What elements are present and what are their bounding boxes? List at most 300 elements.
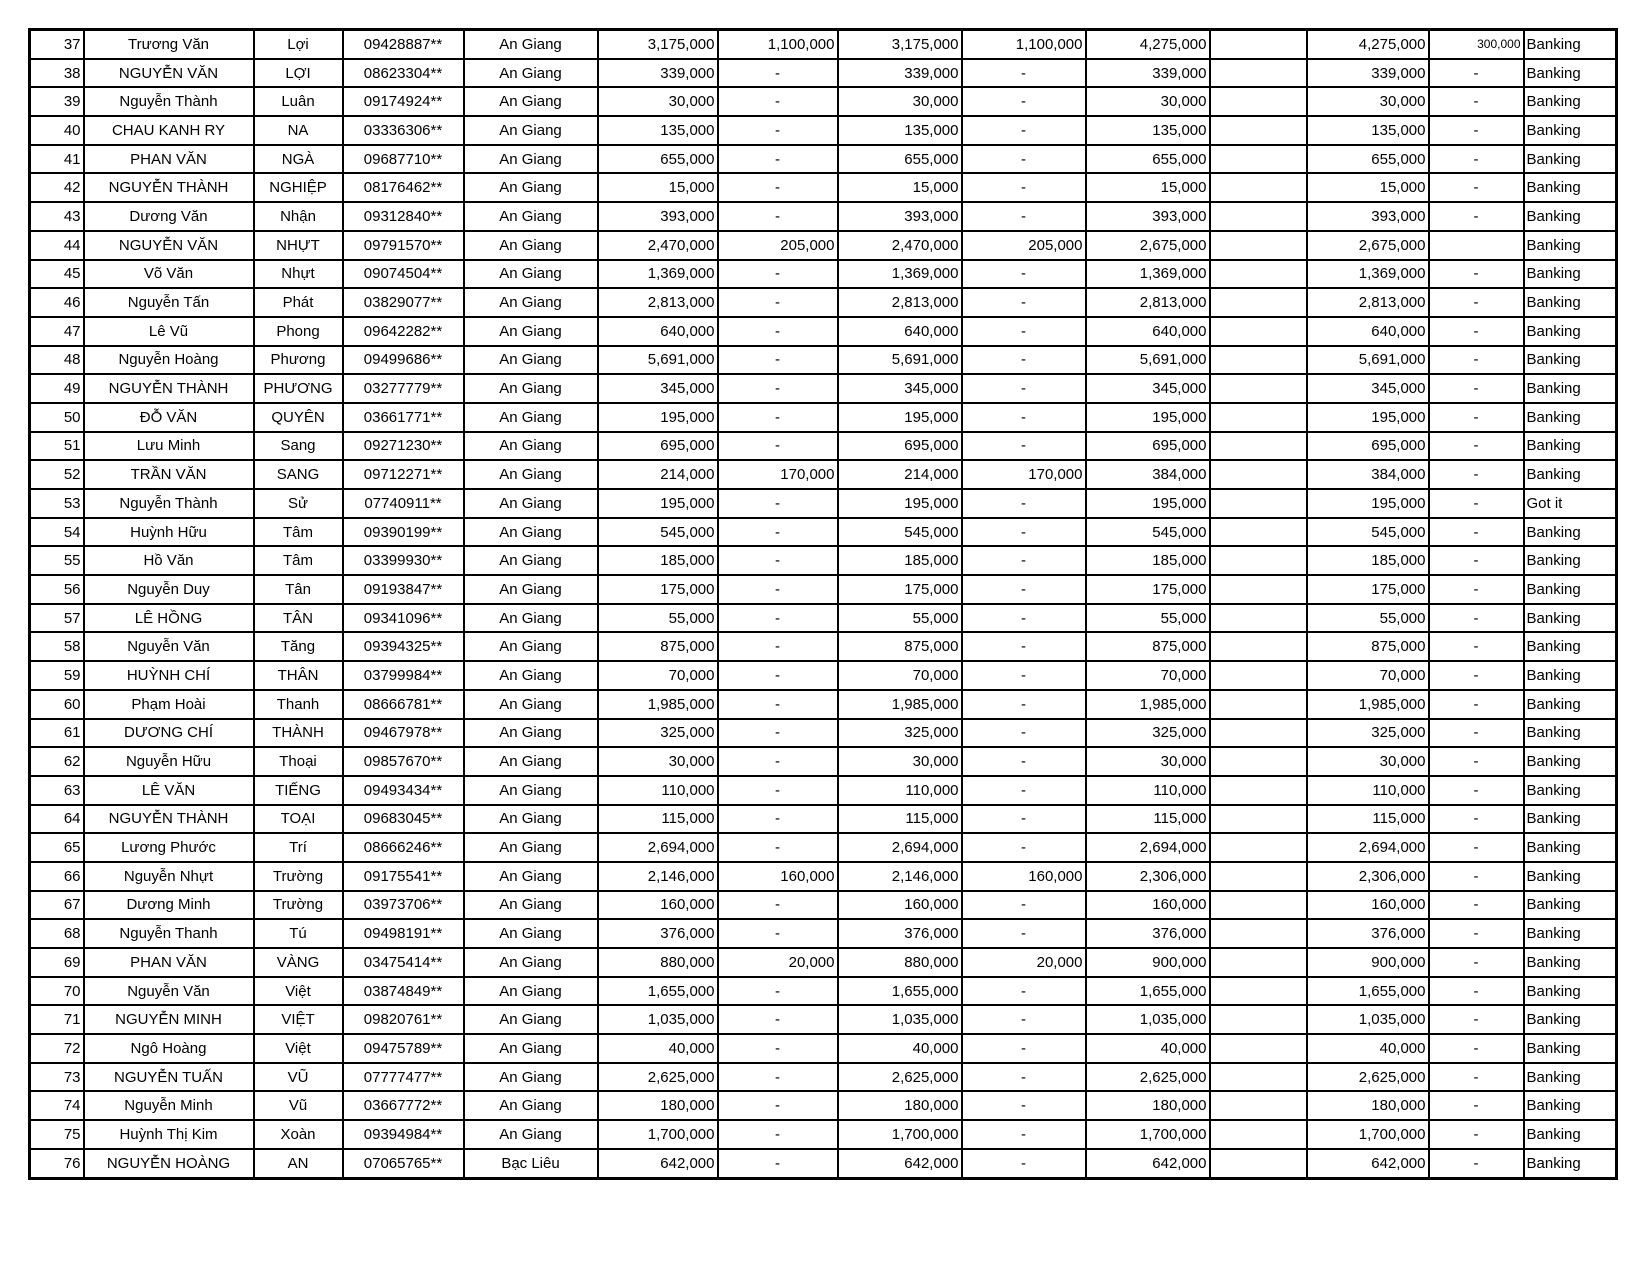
amount-total-cell: 1,985,000 (1086, 690, 1210, 719)
province-cell: An Giang (464, 1063, 598, 1092)
amount-total-2-cell: 545,000 (1307, 518, 1429, 547)
blank-cell (1210, 202, 1307, 231)
last-name-cell: Nhựt (254, 260, 343, 289)
row-number-cell: 50 (30, 403, 84, 432)
amount-total-2-cell: 185,000 (1307, 546, 1429, 575)
province-cell: An Giang (464, 59, 598, 88)
amount-total-cell: 4,275,000 (1086, 30, 1210, 59)
amount-total-cell: 2,813,000 (1086, 288, 1210, 317)
amount-3-cell: 2,813,000 (838, 288, 962, 317)
last-name-cell: NGHIỆP (254, 173, 343, 202)
first-middle-name-cell: NGUYỄN VĂN (84, 59, 254, 88)
table-row (30, 145, 1617, 174)
province-cell: An Giang (464, 1120, 598, 1149)
phone-cell: 07740911** (343, 489, 464, 518)
last-name-cell: AN (254, 1149, 343, 1178)
first-middle-name-cell: Võ Văn (84, 260, 254, 289)
phone-cell: 09271230** (343, 432, 464, 461)
phone-cell: 08176462** (343, 173, 464, 202)
amount-4-cell: - (962, 776, 1086, 805)
first-middle-name-cell: Nguyễn Văn (84, 632, 254, 661)
amount-total-cell: 175,000 (1086, 575, 1210, 604)
table-row (30, 288, 1617, 317)
phone-cell: 09175541** (343, 862, 464, 891)
phone-cell: 08623304** (343, 59, 464, 88)
amount-extra-cell: - (1429, 632, 1524, 661)
table-row (30, 833, 1617, 862)
amount-1-cell: 195,000 (598, 403, 718, 432)
amount-4-cell: - (962, 346, 1086, 375)
amount-1-cell: 880,000 (598, 948, 718, 977)
row-number-cell: 49 (30, 374, 84, 403)
amount-3-cell: 640,000 (838, 317, 962, 346)
amount-1-cell: 2,694,000 (598, 833, 718, 862)
first-middle-name-cell: Nguyễn Thanh (84, 919, 254, 948)
amount-1-cell: 642,000 (598, 1149, 718, 1178)
blank-cell (1210, 1120, 1307, 1149)
province-cell: An Giang (464, 977, 598, 1006)
last-name-cell: PHƯƠNG (254, 374, 343, 403)
status-cell: Banking (1524, 87, 1617, 116)
amount-2-cell: 160,000 (718, 862, 838, 891)
blank-cell (1210, 604, 1307, 633)
row-number-cell: 39 (30, 87, 84, 116)
row-number-cell: 44 (30, 231, 84, 260)
amount-total-cell: 115,000 (1086, 805, 1210, 834)
first-middle-name-cell: NGUYỄN VĂN (84, 231, 254, 260)
amount-4-cell: 1,100,000 (962, 30, 1086, 59)
status-cell: Banking (1524, 977, 1617, 1006)
status-cell: Banking (1524, 202, 1617, 231)
amount-extra-cell: - (1429, 919, 1524, 948)
amount-3-cell: 30,000 (838, 87, 962, 116)
phone-cell: 03475414** (343, 948, 464, 977)
amount-total-cell: 160,000 (1086, 891, 1210, 920)
first-middle-name-cell: Nguyễn Minh (84, 1091, 254, 1120)
phone-cell: 09428887** (343, 30, 464, 59)
phone-cell: 09193847** (343, 575, 464, 604)
blank-cell (1210, 231, 1307, 260)
first-middle-name-cell: PHAN VĂN (84, 145, 254, 174)
amount-2-cell: - (718, 632, 838, 661)
amount-total-cell: 1,035,000 (1086, 1005, 1210, 1034)
status-cell: Banking (1524, 1005, 1617, 1034)
blank-cell (1210, 87, 1307, 116)
table-row (30, 518, 1617, 547)
amount-total-2-cell: 339,000 (1307, 59, 1429, 88)
amount-3-cell: 5,691,000 (838, 346, 962, 375)
province-cell: An Giang (464, 116, 598, 145)
phone-cell: 07777477** (343, 1063, 464, 1092)
amount-4-cell: - (962, 260, 1086, 289)
first-middle-name-cell: HUỲNH CHÍ (84, 661, 254, 690)
amount-3-cell: 185,000 (838, 546, 962, 575)
amount-total-cell: 1,655,000 (1086, 977, 1210, 1006)
table-row (30, 919, 1617, 948)
amount-2-cell: - (718, 776, 838, 805)
province-cell: An Giang (464, 948, 598, 977)
province-cell: An Giang (464, 145, 598, 174)
amount-1-cell: 376,000 (598, 919, 718, 948)
amount-1-cell: 110,000 (598, 776, 718, 805)
amount-4-cell: - (962, 87, 1086, 116)
amount-2-cell: - (718, 1005, 838, 1034)
amount-total-2-cell: 875,000 (1307, 632, 1429, 661)
amount-total-2-cell: 900,000 (1307, 948, 1429, 977)
amount-total-cell: 339,000 (1086, 59, 1210, 88)
amount-1-cell: 5,691,000 (598, 346, 718, 375)
amount-total-2-cell: 2,694,000 (1307, 833, 1429, 862)
status-cell: Banking (1524, 891, 1617, 920)
amount-total-2-cell: 325,000 (1307, 719, 1429, 748)
amount-4-cell: - (962, 977, 1086, 1006)
amount-3-cell: 695,000 (838, 432, 962, 461)
amount-total-cell: 1,369,000 (1086, 260, 1210, 289)
status-cell: Banking (1524, 145, 1617, 174)
amount-3-cell: 1,985,000 (838, 690, 962, 719)
blank-cell (1210, 116, 1307, 145)
last-name-cell: Phong (254, 317, 343, 346)
first-middle-name-cell: Lưu Minh (84, 432, 254, 461)
amount-4-cell: - (962, 403, 1086, 432)
amount-extra-cell: - (1429, 1149, 1524, 1178)
first-middle-name-cell: NGUYỄN THÀNH (84, 173, 254, 202)
amount-extra-cell: - (1429, 661, 1524, 690)
amount-4-cell: 160,000 (962, 862, 1086, 891)
row-number-cell: 43 (30, 202, 84, 231)
status-cell: Banking (1524, 460, 1617, 489)
blank-cell (1210, 948, 1307, 977)
amount-total-2-cell: 642,000 (1307, 1149, 1429, 1178)
first-middle-name-cell: Dương Văn (84, 202, 254, 231)
amount-2-cell: - (718, 403, 838, 432)
first-middle-name-cell: NGUYỄN MINH (84, 1005, 254, 1034)
status-cell: Banking (1524, 919, 1617, 948)
last-name-cell: QUYÊN (254, 403, 343, 432)
status-cell: Banking (1524, 346, 1617, 375)
status-cell: Banking (1524, 661, 1617, 690)
amount-4-cell: - (962, 919, 1086, 948)
amount-extra-cell: - (1429, 87, 1524, 116)
status-cell: Banking (1524, 632, 1617, 661)
amount-2-cell: - (718, 1091, 838, 1120)
phone-cell: 09791570** (343, 231, 464, 260)
row-number-cell: 71 (30, 1005, 84, 1034)
amount-total-cell: 642,000 (1086, 1149, 1210, 1178)
amount-3-cell: 376,000 (838, 919, 962, 948)
row-number-cell: 40 (30, 116, 84, 145)
amount-2-cell: - (718, 1120, 838, 1149)
first-middle-name-cell: Lương Phước (84, 833, 254, 862)
table-row (30, 202, 1617, 231)
amount-3-cell: 655,000 (838, 145, 962, 174)
table-row (30, 173, 1617, 202)
amount-extra-cell: - (1429, 260, 1524, 289)
first-middle-name-cell: Nguyễn Hữu (84, 747, 254, 776)
province-cell: An Giang (464, 1034, 598, 1063)
amount-1-cell: 875,000 (598, 632, 718, 661)
amount-1-cell: 1,700,000 (598, 1120, 718, 1149)
last-name-cell: Thanh (254, 690, 343, 719)
amount-extra-cell: - (1429, 575, 1524, 604)
table-row (30, 948, 1617, 977)
blank-cell (1210, 1034, 1307, 1063)
phone-cell: 03399930** (343, 546, 464, 575)
amount-3-cell: 2,470,000 (838, 231, 962, 260)
status-cell: Banking (1524, 546, 1617, 575)
amount-4-cell: - (962, 833, 1086, 862)
last-name-cell: VIỆT (254, 1005, 343, 1034)
province-cell: An Giang (464, 202, 598, 231)
table-row (30, 604, 1617, 633)
province-cell: An Giang (464, 833, 598, 862)
amount-total-cell: 393,000 (1086, 202, 1210, 231)
phone-cell: 03667772** (343, 1091, 464, 1120)
table-row (30, 30, 1617, 59)
phone-cell: 03973706** (343, 891, 464, 920)
status-cell: Banking (1524, 173, 1617, 202)
blank-cell (1210, 374, 1307, 403)
amount-2-cell: - (718, 489, 838, 518)
phone-cell: 09820761** (343, 1005, 464, 1034)
amount-4-cell: 170,000 (962, 460, 1086, 489)
phone-cell: 09074504** (343, 260, 464, 289)
amount-3-cell: 110,000 (838, 776, 962, 805)
last-name-cell: Phát (254, 288, 343, 317)
phone-cell: 09687710** (343, 145, 464, 174)
first-middle-name-cell: TRẦN VĂN (84, 460, 254, 489)
status-cell: Banking (1524, 1091, 1617, 1120)
amount-total-cell: 135,000 (1086, 116, 1210, 145)
amount-extra-cell: - (1429, 403, 1524, 432)
status-cell: Banking (1524, 690, 1617, 719)
last-name-cell: Xoàn (254, 1120, 343, 1149)
row-number-cell: 48 (30, 346, 84, 375)
amount-extra-cell: - (1429, 59, 1524, 88)
province-cell: An Giang (464, 747, 598, 776)
amount-total-cell: 384,000 (1086, 460, 1210, 489)
table-row (30, 116, 1617, 145)
amount-4-cell: - (962, 604, 1086, 633)
amount-2-cell: - (718, 891, 838, 920)
amount-3-cell: 2,694,000 (838, 833, 962, 862)
amount-extra-cell: - (1429, 948, 1524, 977)
amount-4-cell: 20,000 (962, 948, 1086, 977)
amount-total-cell: 1,700,000 (1086, 1120, 1210, 1149)
amount-extra-cell: - (1429, 202, 1524, 231)
table-row (30, 719, 1617, 748)
first-middle-name-cell: Nguyễn Hoàng (84, 346, 254, 375)
phone-cell: 09174924** (343, 87, 464, 116)
row-number-cell: 74 (30, 1091, 84, 1120)
amount-4-cell: - (962, 202, 1086, 231)
amount-2-cell: - (718, 919, 838, 948)
amount-total-cell: 5,691,000 (1086, 346, 1210, 375)
blank-cell (1210, 288, 1307, 317)
amount-2-cell: - (718, 661, 838, 690)
table-row (30, 1063, 1617, 1092)
amount-2-cell: - (718, 87, 838, 116)
blank-cell (1210, 690, 1307, 719)
phone-cell: 09498191** (343, 919, 464, 948)
table-row (30, 977, 1617, 1006)
province-cell: An Giang (464, 891, 598, 920)
amount-3-cell: 1,369,000 (838, 260, 962, 289)
amount-1-cell: 695,000 (598, 432, 718, 461)
table-row (30, 661, 1617, 690)
amount-1-cell: 1,369,000 (598, 260, 718, 289)
phone-cell: 09857670** (343, 747, 464, 776)
status-cell: Banking (1524, 260, 1617, 289)
amount-2-cell: - (718, 432, 838, 461)
amount-1-cell: 55,000 (598, 604, 718, 633)
status-cell: Banking (1524, 288, 1617, 317)
amount-3-cell: 195,000 (838, 489, 962, 518)
phone-cell: 09475789** (343, 1034, 464, 1063)
province-cell: An Giang (464, 1091, 598, 1120)
amount-2-cell: - (718, 116, 838, 145)
amount-4-cell: - (962, 690, 1086, 719)
phone-cell: 09312840** (343, 202, 464, 231)
amount-4-cell: - (962, 632, 1086, 661)
row-number-cell: 45 (30, 260, 84, 289)
amount-4-cell: - (962, 747, 1086, 776)
row-number-cell: 60 (30, 690, 84, 719)
amount-extra-cell: - (1429, 1091, 1524, 1120)
blank-cell (1210, 661, 1307, 690)
province-cell: An Giang (464, 632, 598, 661)
blank-cell (1210, 173, 1307, 202)
table-row (30, 690, 1617, 719)
amount-4-cell: - (962, 1034, 1086, 1063)
province-cell: An Giang (464, 719, 598, 748)
amount-extra-cell: - (1429, 833, 1524, 862)
amount-extra-cell: - (1429, 460, 1524, 489)
amount-total-cell: 900,000 (1086, 948, 1210, 977)
amount-2-cell: - (718, 604, 838, 633)
amount-extra-cell: - (1429, 805, 1524, 834)
province-cell: An Giang (464, 919, 598, 948)
phone-cell: 08666246** (343, 833, 464, 862)
row-number-cell: 37 (30, 30, 84, 59)
row-number-cell: 54 (30, 518, 84, 547)
amount-total-cell: 2,306,000 (1086, 862, 1210, 891)
phone-cell: 08666781** (343, 690, 464, 719)
amount-total-2-cell: 1,700,000 (1307, 1120, 1429, 1149)
blank-cell (1210, 719, 1307, 748)
row-number-cell: 52 (30, 460, 84, 489)
table-row (30, 231, 1617, 260)
amount-total-cell: 345,000 (1086, 374, 1210, 403)
amount-4-cell: - (962, 145, 1086, 174)
table-row (30, 891, 1617, 920)
amount-2-cell: - (718, 719, 838, 748)
amount-total-2-cell: 640,000 (1307, 317, 1429, 346)
phone-cell: 09394325** (343, 632, 464, 661)
last-name-cell: NA (254, 116, 343, 145)
row-number-cell: 70 (30, 977, 84, 1006)
status-cell: Banking (1524, 1149, 1617, 1178)
amount-3-cell: 115,000 (838, 805, 962, 834)
first-middle-name-cell: Nguyễn Nhựt (84, 862, 254, 891)
row-number-cell: 75 (30, 1120, 84, 1149)
table-row (30, 1120, 1617, 1149)
amount-3-cell: 880,000 (838, 948, 962, 977)
amount-4-cell: - (962, 1149, 1086, 1178)
amount-2-cell: - (718, 1034, 838, 1063)
row-number-cell: 47 (30, 317, 84, 346)
amount-total-2-cell: 195,000 (1307, 403, 1429, 432)
blank-cell (1210, 919, 1307, 948)
first-middle-name-cell: Nguyễn Văn (84, 977, 254, 1006)
amount-total-2-cell: 1,985,000 (1307, 690, 1429, 719)
status-cell: Banking (1524, 747, 1617, 776)
amount-total-2-cell: 2,306,000 (1307, 862, 1429, 891)
table-row (30, 1034, 1617, 1063)
amount-2-cell: - (718, 690, 838, 719)
last-name-cell: Phương (254, 346, 343, 375)
amount-3-cell: 393,000 (838, 202, 962, 231)
row-number-cell: 73 (30, 1063, 84, 1092)
province-cell: An Giang (464, 1005, 598, 1034)
status-cell: Banking (1524, 575, 1617, 604)
province-cell: An Giang (464, 87, 598, 116)
amount-1-cell: 640,000 (598, 317, 718, 346)
amount-extra-cell: - (1429, 690, 1524, 719)
amount-2-cell: - (718, 288, 838, 317)
blank-cell (1210, 805, 1307, 834)
row-number-cell: 58 (30, 632, 84, 661)
amount-total-2-cell: 376,000 (1307, 919, 1429, 948)
phone-cell: 09467978** (343, 719, 464, 748)
province-cell: An Giang (464, 317, 598, 346)
amount-extra-cell: - (1429, 977, 1524, 1006)
first-middle-name-cell: Nguyễn Duy (84, 575, 254, 604)
amount-2-cell: - (718, 977, 838, 1006)
table-row (30, 747, 1617, 776)
amount-total-2-cell: 393,000 (1307, 202, 1429, 231)
status-cell: Got it (1524, 489, 1617, 518)
amount-3-cell: 30,000 (838, 747, 962, 776)
last-name-cell: THÀNH (254, 719, 343, 748)
first-middle-name-cell: Huỳnh Thị Kim (84, 1120, 254, 1149)
blank-cell (1210, 403, 1307, 432)
row-number-cell: 38 (30, 59, 84, 88)
row-number-cell: 66 (30, 862, 84, 891)
amount-1-cell: 2,813,000 (598, 288, 718, 317)
status-cell: Banking (1524, 116, 1617, 145)
last-name-cell: VÀNG (254, 948, 343, 977)
amount-total-cell: 30,000 (1086, 747, 1210, 776)
phone-cell: 09493434** (343, 776, 464, 805)
amount-2-cell: - (718, 546, 838, 575)
table-row (30, 346, 1617, 375)
amount-extra-cell: - (1429, 346, 1524, 375)
amount-extra-cell: - (1429, 173, 1524, 202)
amount-1-cell: 70,000 (598, 661, 718, 690)
amount-extra-cell: - (1429, 862, 1524, 891)
status-cell: Banking (1524, 862, 1617, 891)
amount-2-cell: 205,000 (718, 231, 838, 260)
blank-cell (1210, 862, 1307, 891)
amount-total-2-cell: 55,000 (1307, 604, 1429, 633)
amount-total-cell: 655,000 (1086, 145, 1210, 174)
province-cell: An Giang (464, 604, 598, 633)
first-middle-name-cell: NGUYỄN HOÀNG (84, 1149, 254, 1178)
amount-3-cell: 214,000 (838, 460, 962, 489)
amount-2-cell: 1,100,000 (718, 30, 838, 59)
province-cell: An Giang (464, 661, 598, 690)
